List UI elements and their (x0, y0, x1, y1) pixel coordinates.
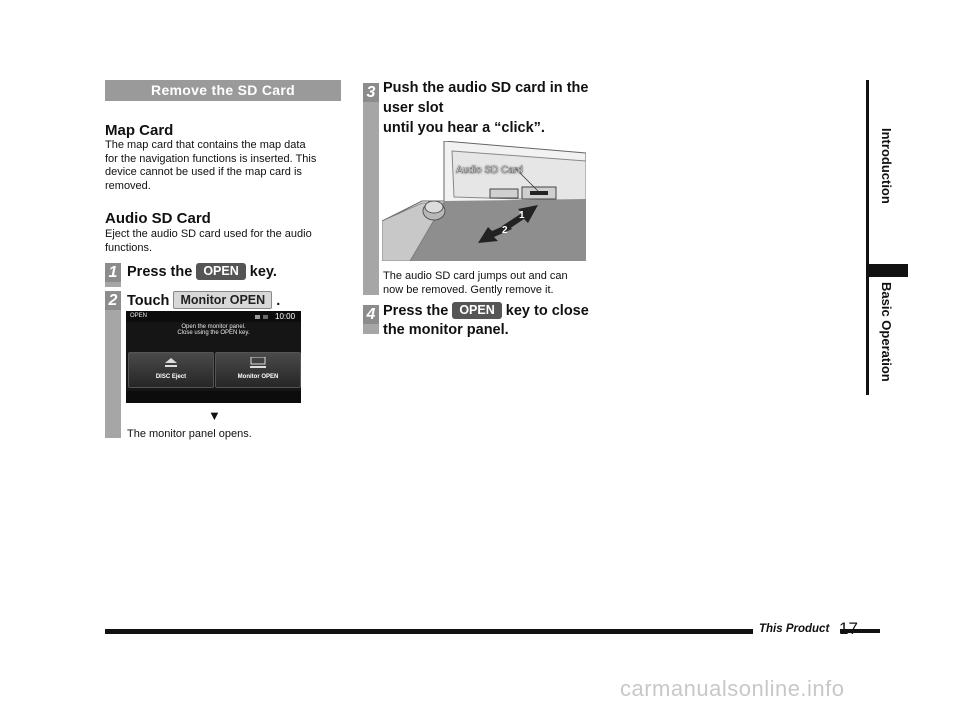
step-number: 1 (105, 263, 121, 282)
open-key: OPEN (452, 302, 501, 319)
down-arrow-icon: ▼ (208, 408, 221, 423)
side-tab-marker (866, 264, 908, 277)
screen-bottom-bar (126, 391, 301, 403)
step4-line2: the monitor panel. (383, 322, 509, 338)
monitor-screen (126, 311, 301, 403)
disc-eject-button[interactable] (128, 352, 214, 388)
side-tab-introduction: Introduction (879, 128, 894, 204)
audio-sd-card-body (105, 228, 341, 255)
footer-page-rule (840, 629, 880, 633)
audio-sd-card-line: Eject the audio SD card used for the audio (105, 228, 312, 240)
side-tab-line (866, 80, 869, 265)
arrow-2-label: 2 (502, 225, 508, 236)
monitor-icon (250, 357, 266, 369)
monitor-open-label: Monitor OPEN (237, 374, 279, 380)
sd-card-illustration (382, 141, 586, 261)
step4-suffix: key to close (505, 303, 589, 319)
step-rail (363, 102, 379, 295)
step2-prefix: Touch (127, 293, 170, 309)
map-card-line: The map card that contains the map data (105, 139, 306, 151)
screen-message-line: Close using the OPEN key. (177, 330, 250, 336)
disc-eject-label: DISC Eject (155, 374, 187, 380)
step-rail (105, 310, 121, 438)
side-tab-line (866, 277, 869, 395)
footer-title: This Product (759, 623, 830, 635)
side-tab-basic-operation: Basic Operation (879, 282, 894, 382)
map-card-line: removed. (105, 179, 151, 192)
step3-note (383, 270, 598, 297)
screen-title: OPEN (130, 313, 148, 319)
audio-sd-card-heading: Audio SD Card (105, 210, 211, 227)
screen-status-icon (255, 314, 269, 320)
step3-note-line: The audio SD card jumps out and can (383, 270, 568, 282)
screen-clock: 10:00 (275, 312, 296, 321)
screen-message-line: Open the monitor panel. (181, 324, 246, 330)
step3-line: until you hear a “click”. (383, 120, 545, 136)
step3-note-line: now be removed. Gently remove it. (383, 283, 554, 296)
footer-rule (105, 629, 753, 634)
monitor-open-key: Monitor OPEN (173, 291, 272, 309)
step1-suffix: key. (249, 264, 277, 280)
map-card-line: device cannot be used if the map card is (105, 166, 302, 178)
watermark: carmanualsonline.info (620, 676, 845, 701)
eject-icon (165, 358, 177, 368)
map-card-body (105, 139, 341, 193)
step-number: 3 (363, 83, 379, 102)
step3-line: Push the audio SD card in the (383, 80, 589, 96)
step4-prefix: Press the (383, 303, 449, 319)
map-card-heading: Map Card (105, 122, 174, 139)
monitor-open-button[interactable] (215, 352, 301, 388)
step4-title (383, 302, 598, 340)
step-number: 2 (105, 291, 121, 310)
step-number: 4 (363, 305, 379, 324)
step-rail (363, 324, 379, 334)
screen-message (126, 324, 301, 336)
step2-result: The monitor panel opens. (127, 428, 252, 440)
step1-title (127, 263, 277, 282)
map-card-line: for the navigation functions is inserted. This (105, 152, 317, 165)
step1-prefix: Press the (127, 264, 193, 280)
step3-title (383, 79, 598, 138)
step2-suffix: . (276, 293, 281, 309)
step-rail (105, 282, 121, 287)
step3-line: user slot (383, 100, 444, 116)
open-key: OPEN (196, 263, 245, 280)
audio-sd-card-line: functions. (105, 241, 153, 254)
arrow-1-label: 1 (519, 210, 525, 221)
step2-title (127, 291, 280, 311)
illustration-label: Audio SD Card (456, 165, 523, 176)
section-header: Remove the SD Card (105, 80, 341, 101)
